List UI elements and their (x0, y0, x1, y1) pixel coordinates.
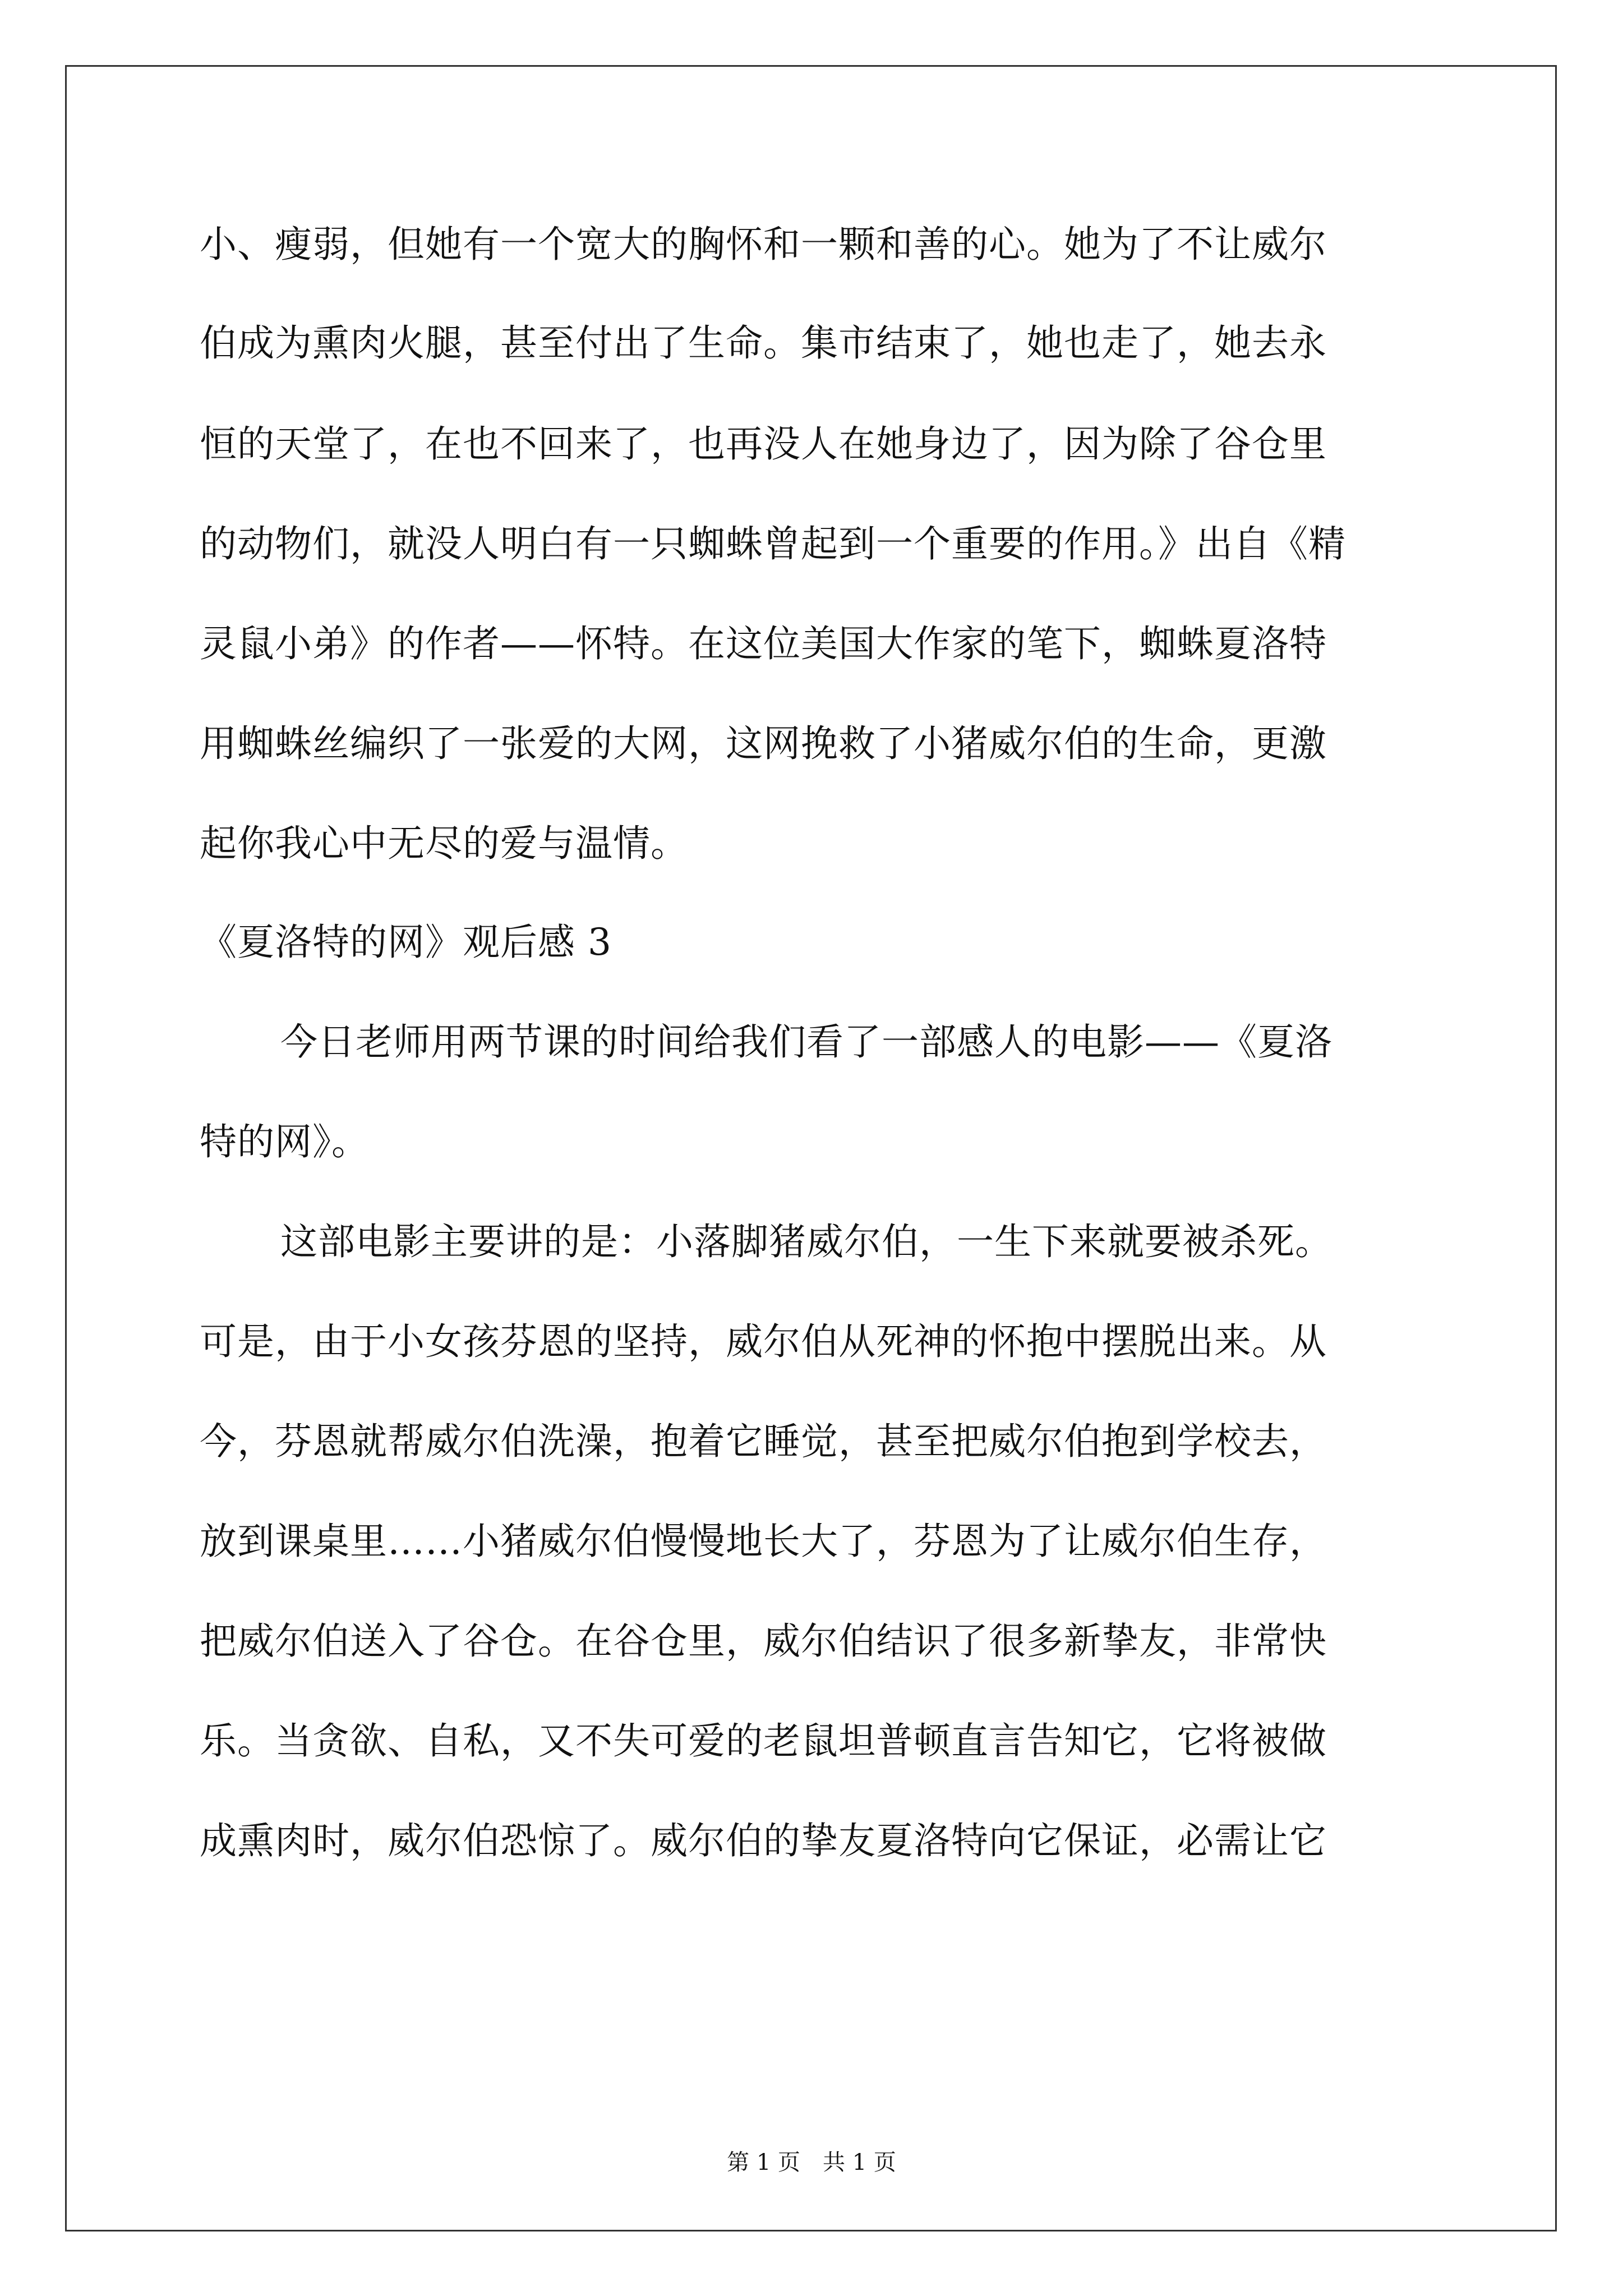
text-line: 伯成为熏肉火腿，甚至付出了生命。集市结束了，她也走了，她去永 (200, 321, 1327, 365)
text-line: 把威尔伯送入了谷仓。在谷仓里，威尔伯结识了很多新挚友，非常快 (200, 1619, 1327, 1663)
text-line: 特的网》。 (200, 1120, 369, 1163)
text-line: 成熏肉时，威尔伯恐惊了。威尔伯的挚友夏洛特向它保证，必需让它 (200, 1819, 1327, 1862)
text-line: 灵鼠小弟》的作者——怀特。在这位美国大作家的笔下，蜘蛛夏洛特 (200, 622, 1327, 665)
paragraph-start-line: 今日老师用两节课的时间给我们看了一部感人的电影——《夏洛 (280, 1020, 1332, 1064)
text-line: 用蜘蛛丝编织了一张爱的大网，这网挽救了小猪威尔伯的生命，更激 (200, 722, 1327, 765)
paragraph-start-line: 这部电影主要讲的是：小落脚猪威尔伯，一生下来就要被杀死。 (280, 1220, 1332, 1263)
text-line: 乐。当贪欲、自私，又不失可爱的老鼠坦普顿直言告知它，它将被做 (200, 1719, 1327, 1763)
text-line: 小、瘦弱，但她有一个宽大的胸怀和一颗和善的心。她为了不让威尔 (200, 223, 1327, 266)
text-line: 恒的天堂了，在也不回来了，也再没人在她身边了，因为除了谷仓里 (200, 422, 1327, 466)
text-line: 可是，由于小女孩芬恩的坚持，威尔伯从死神的怀抱中摆脱出来。从 (200, 1320, 1327, 1363)
text-line: 放到课桌里……小猪威尔伯慢慢地长大了，芬恩为了让威尔伯生存， (200, 1520, 1327, 1563)
text-line: 起你我心中无尽的爱与温情。 (200, 822, 688, 865)
section-heading: 《夏洛特的网》观后感 3 (200, 921, 612, 964)
text-line: 的动物们，就没人明白有一只蜘蛛曾起到一个重要的作用。》出自《精 (200, 522, 1346, 565)
page-number-footer: 第 1 页 共 1 页 (727, 2150, 896, 2175)
text-line: 今，芬恩就帮威尔伯洗澡，抱着它睡觉，甚至把威尔伯抱到学校去， (200, 1420, 1327, 1463)
